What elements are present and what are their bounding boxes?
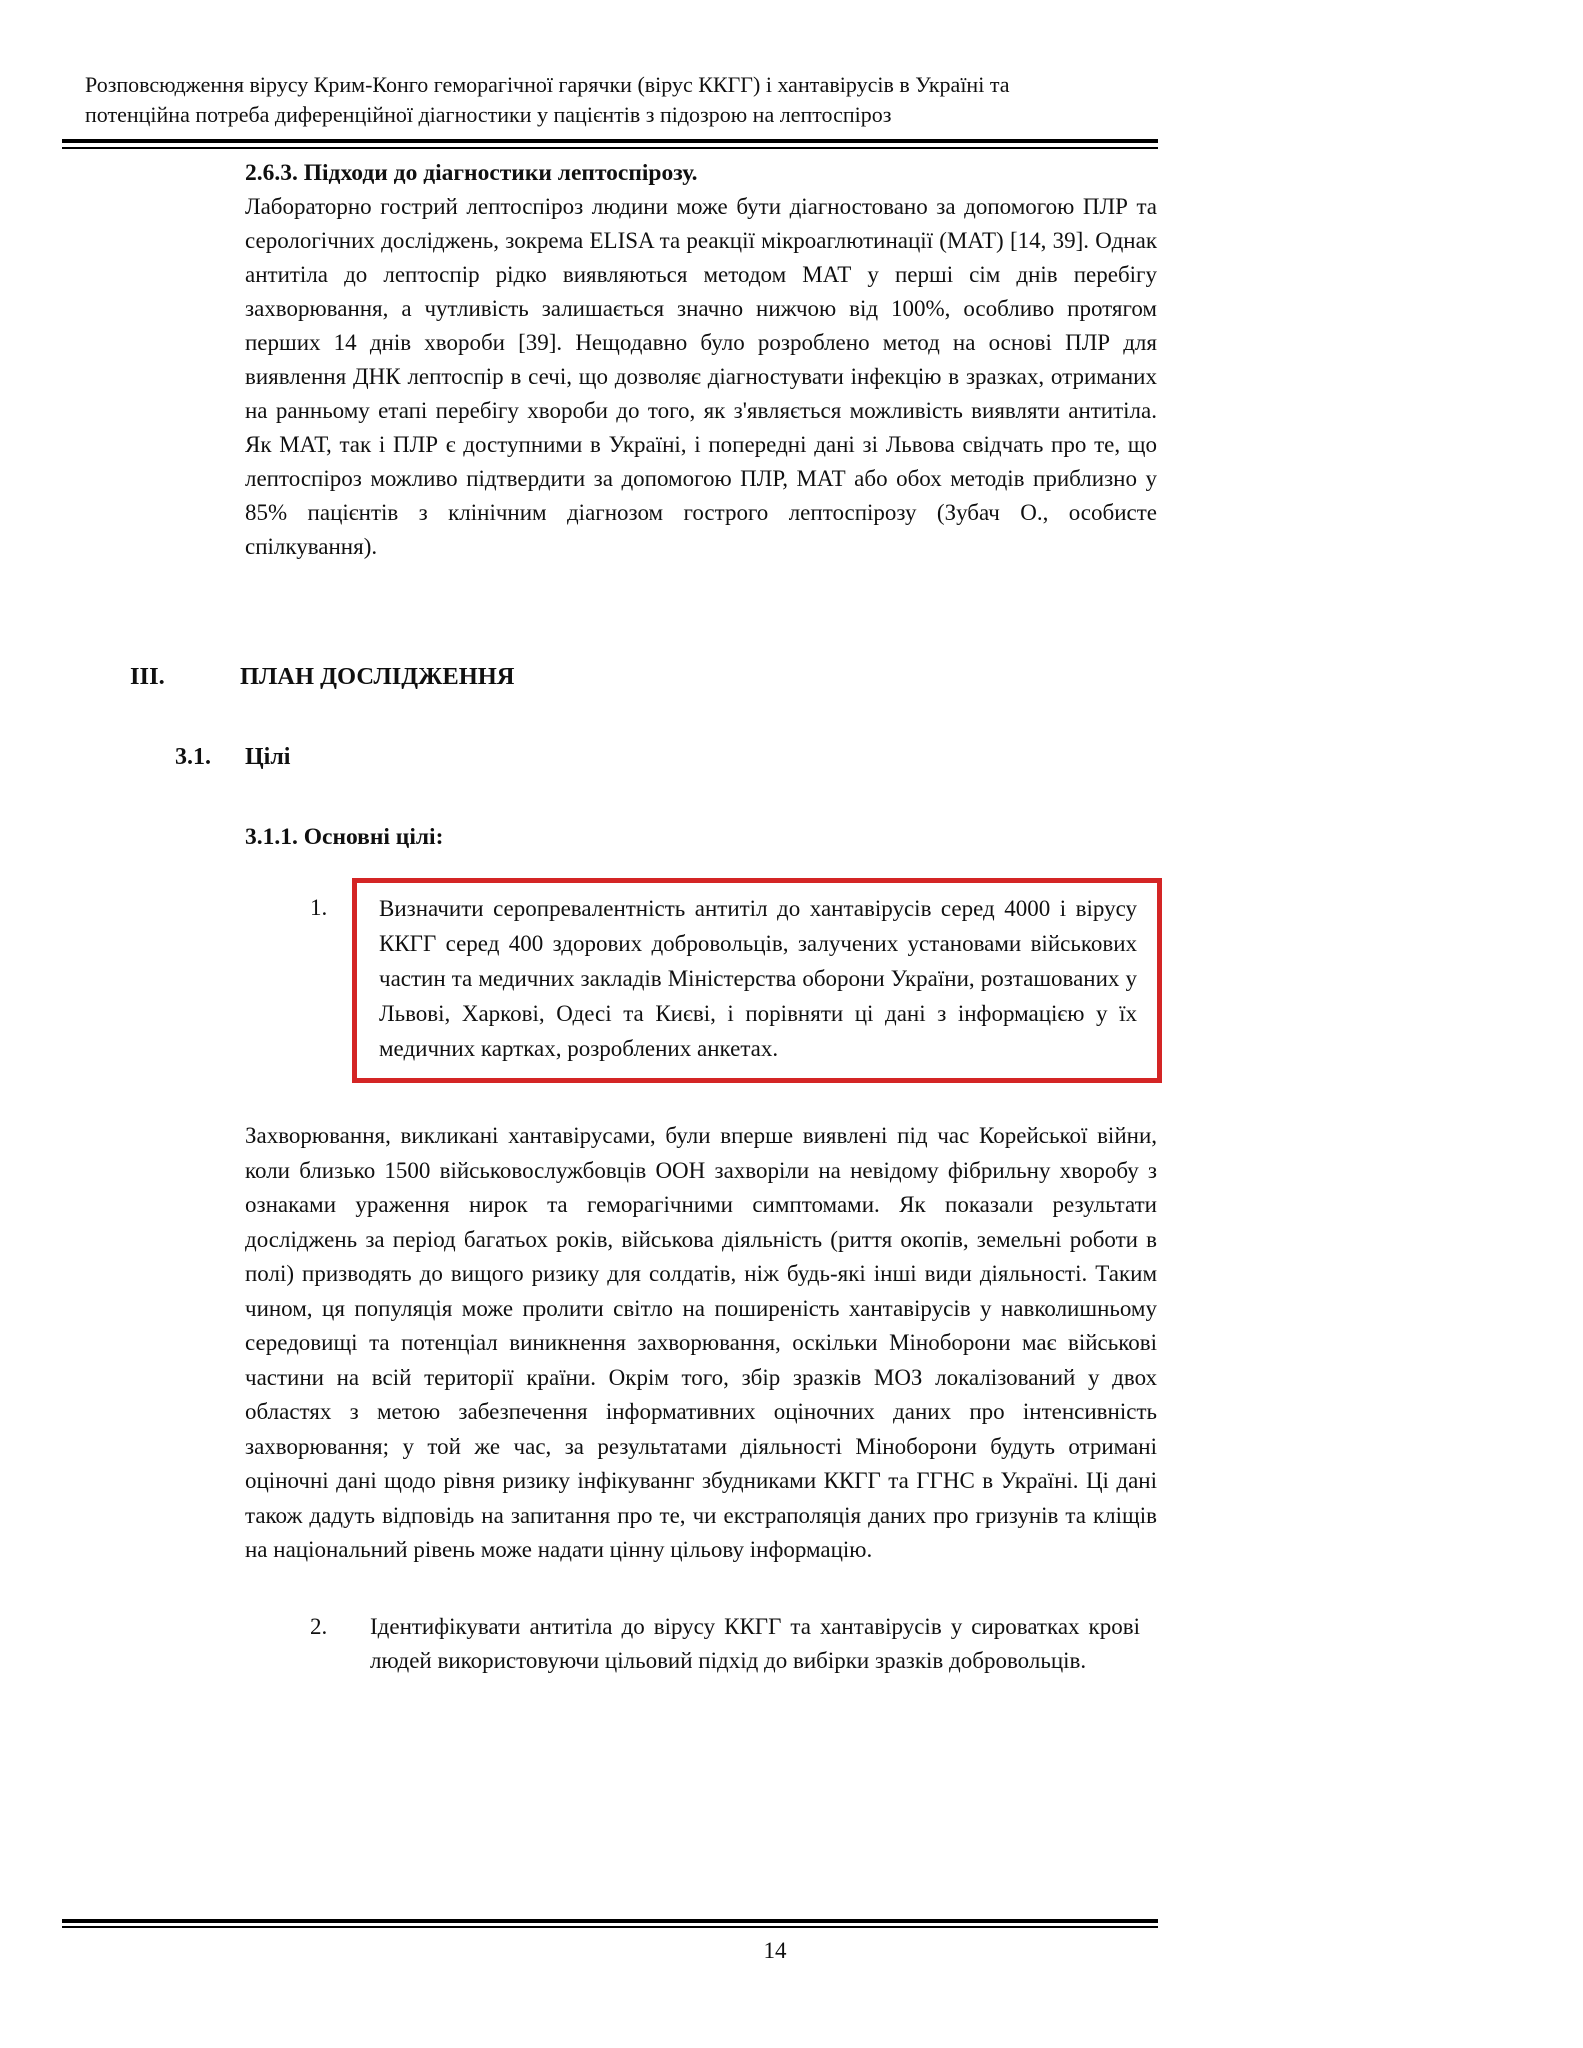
section-heading-plan xyxy=(130,660,1583,694)
section-number-iii: III. xyxy=(130,663,165,690)
page-number: 14 xyxy=(763,1938,787,1963)
running-header xyxy=(85,70,1130,130)
section-heading-goals xyxy=(175,740,1583,774)
section-heading-3-1-1: 3.1.1. Основні цілі: xyxy=(245,824,444,850)
document-body xyxy=(0,156,1583,1678)
objective-2-text: Ідентифікувати антитіла до вірусу ККГГ та хантавірусів у сироватках крові людей використовуючи цільовий підхід до вибірки зразків добровольців. xyxy=(370,1613,1140,1673)
section-number-3-1: 3.1. xyxy=(175,744,211,770)
running-header-line-1: Розповсюдження вірусу Крим-Конго геморагічної гарячки (вірус ККГГ) і хантавірусів в Україні та xyxy=(85,72,1010,97)
header-rule xyxy=(62,139,1158,149)
objective-item-1 xyxy=(310,878,1162,1083)
objective-2-number: 2. xyxy=(310,1613,328,1639)
paragraph-leptospirosis-diagnostics: Лабораторно гострий лептоспіроз людини може бути діагностовано за допомогою ПЛР та серологічних досліджень, зокрема ELISA та реакції мікроаглютинації (МАТ) [14, 39]. Однак антитіла до лептоспір рідко виявляються методом МАТ у перші сім днів перебігу захворювання, а чутливість залишається значно нижчою від 100%, особливо протягом перших 14 днів хвороби [39]. Нещодавно було розроблено метод на основі ПЛР для виявлення ДНК лептоспір в сечі, що дозволяє діагностувати інфекцію в зразках, отриманих на ранньому етапі перебігу хвороби до того, як з'являється можливість виявляти антитіла. Як МАТ, так і ПЛР є доступними в Україні, і попередні дані зі Львова свідчать про те, що лептоспіроз можливо підтвердити за допомогою ПЛР, МАТ або обох методів приблизно у 85% пацієнтів з клінічним діагнозом гострого лептоспірозу (Зубач О., особисте спілкування). xyxy=(245,194,1157,559)
objective-1-text: Визначити серопревалентність антитіл до хантавірусів серед 4000 і вірусу ККГГ серед 400 здорових добровольців, залучених установами військових частин та медичних закладів Міністерства оборони України, розташованих у Львові, Харкові, Одесі та Києві, і порівняти ці дані з інформацією у їх медичних картках, розроблених анкетах. xyxy=(379,896,1137,1061)
red-highlight-box xyxy=(352,878,1162,1083)
running-header-line-2: потенційна потреба диференційної діагностики у пацієнтів з підозрою на лептоспіроз xyxy=(85,102,892,127)
section-heading-2-6-3: 2.6.3. Підходи до діагностики лептоспірозу. xyxy=(245,160,698,186)
paragraph-hantavirus-background: Захворювання, викликані хантавірусами, були вперше виявлені під час Корейської війни, коли близько 1500 військовослужбовців ООН захворіли на невідому фібрильну хворобу з ознаками ураження нирок та геморагічними симптомами. Як показали результати досліджень за період багатьох років, військова діяльність (риття окопів, земельні роботи в полі) призводять до вищого ризику для солдатів, ніж будь-які інші види діяльності. Таким чином, ця популяція може пролити світло на поширеність хантавірусів у навколишньому середовищі та потенціал виникнення захворювання, оскільки Міноборони має військові частини на всій території країни. Окрім того, збір зразків МОЗ локалізований у двох областях з метою забезпечення інформативних оціночних даних про інтенсивність захворювання; у той же час, за результатами діяльності Міноборони будуть отримані оціночні дані щодо рівня ризику інфікуваннг збудниками ККГГ та ГГНС в Україні. Ці дані також дадуть відповідь на запитання про те, чи екстраполяція даних про гризунів та кліщів на національний рівень може надати цінну цільову інформацію. xyxy=(245,1123,1157,1562)
objective-1-number: 1. xyxy=(310,895,328,920)
footer-rule xyxy=(62,1919,1158,1928)
section-title-plan: ПЛАН ДОСЛІДЖЕННЯ xyxy=(240,663,515,690)
objective-item-2 xyxy=(310,1610,1140,1678)
section-title-goals: Цілі xyxy=(245,744,291,770)
